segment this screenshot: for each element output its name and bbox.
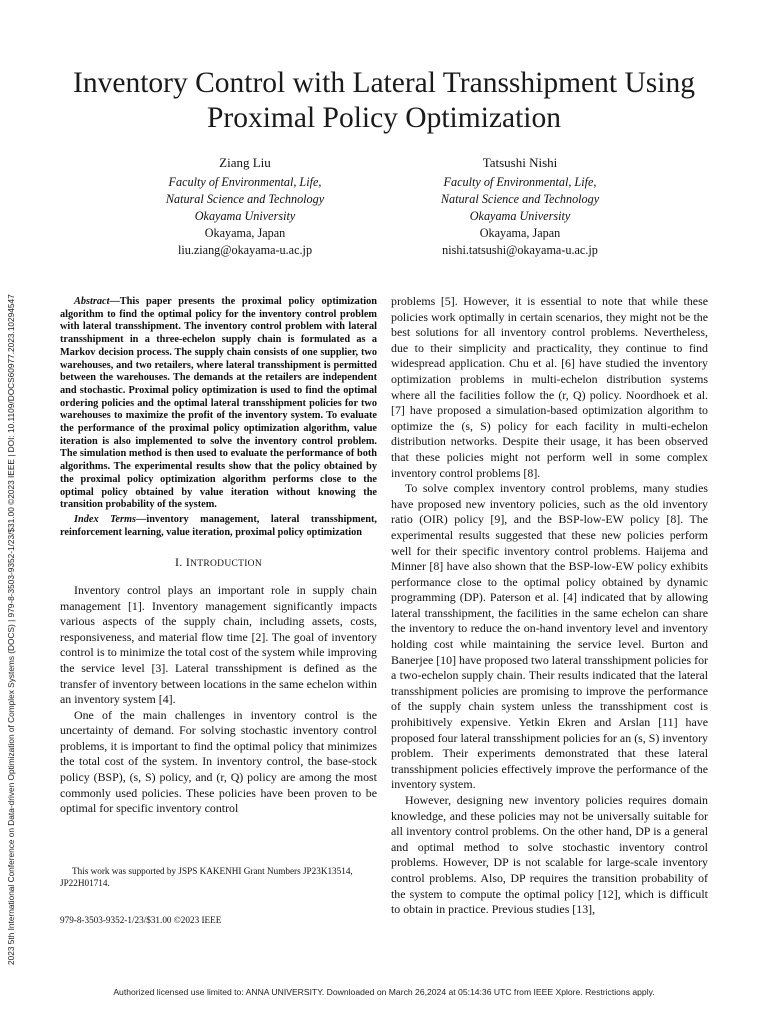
author-email: liu.ziang@okayama-u.ac.jp bbox=[177, 243, 313, 257]
paper-title bbox=[40, 66, 728, 136]
title-line-2: Proximal Policy Optimization bbox=[207, 102, 561, 134]
index-terms-label: Index Terms bbox=[74, 513, 137, 525]
author-affiliation: Okayama University bbox=[469, 209, 571, 223]
abstract-label: Abstract bbox=[74, 296, 110, 307]
author-affiliation: Faculty of Environmental, Life, bbox=[168, 175, 322, 189]
license-footer: Authorized licensed use limited to: ANNA UNIVERSITY. Downloaded on March 26,2024 at 05:14:36 UTC from IEEE Xplore. Restrictions apply. bbox=[113, 987, 655, 997]
author-location: Okayama, Japan bbox=[204, 226, 286, 240]
section-numeral: I. bbox=[175, 555, 183, 570]
author-block-2 bbox=[370, 154, 670, 259]
intro-paragraph-2: One of the main challenges in inventory control is the uncertainty of demand. For solving stochastic inventory control problems, it is important to find the optimal policy that minimizes the total cost of the system. In inventory control, the base-stock policy (BSP), (s, S) policy, and (r, Q) policy are among the most commonly used policies. These policies have been proven to be optimal for specific inventory control bbox=[60, 707, 377, 816]
right-paragraph-2: To solve complex inventory control problems, many studies have proposed new inventory policies, such as the old inventory ratio (OIR) policy [9], and the BSP-low-EW policy [8]. The experimental results suggested that these new policies perform well for their specific inventory control problems. Haijema and Minner [8] have also shown that the BSP-low-EW policy exhibits performance close to the optimal policy obtained by dynamic programming (DP). Paterson et al. [4] indicated that by allowing lateral transshipment, the facilities in the same echelon can share the inventory to reduce the on-hand inventory level and inventory holding cost while maintaining the service level. Burton and Banerjee [10] have proposed two lateral transshipment policies for a two-echelon supply chain. Their results indicated that the lateral transshipment policies are promising to improve the performance of the supply chain system unless the transshipment cost is prohibitively expensive. Yetkin Ekren and Arslan [11] have proposed four lateral transshipment policies for an (s, S) inventory problem. Their experiments demonstrated that these lateral transshipment policies effectively improve the performance of the inventory system. bbox=[391, 481, 708, 792]
index-terms bbox=[60, 514, 377, 539]
author-name: Ziang Liu bbox=[219, 155, 271, 170]
author-affiliation: Natural Science and Technology bbox=[165, 192, 325, 206]
abstract bbox=[60, 296, 377, 512]
author-location: Okayama, Japan bbox=[479, 226, 561, 240]
funding-footnote: This work was supported by JSPS KAKENHI Grant Numbers JP23K13514, JP22H01714. bbox=[60, 866, 353, 888]
author-affiliation: Natural Science and Technology bbox=[440, 192, 600, 206]
right-column bbox=[391, 294, 708, 918]
left-column bbox=[60, 296, 377, 817]
issn-line: 979-8-3503-9352-1/23/$31.00 ©2023 IEEE bbox=[60, 915, 222, 925]
author-email: nishi.tatsushi@okayama-u.ac.jp bbox=[442, 243, 598, 257]
abstract-text: —This paper presents the proximal policy optimization algorithm to find the optimal policy for the inventory control problem with lateral transshipment. The inventory control problem with lateral transshipment in a three-echelon supply chain is formulated as a Markov decision process. The supply chain consists of one supplier, two warehouses, and two retailers, where lateral transshipment is permitted between the warehouses. The demands at the retailers are independent and stochastic. Proximal policy optimization is used to find the optimal ordering policies and the optimal lateral transshipment policies for two warehouses to maximize the profit of the inventory system. To evaluate the performance of the proximal policy optimization algorithm, value iteration is also implemented to solve the inventory control problem. The simulation method is then used to evaluate the performance of both algorithms. The experimental results show that the policy obtained by the proximal policy optimization algorithm performs close to the optimal policy obtained by value iteration without knowing the transition probability of the system. bbox=[60, 296, 377, 511]
author-block-1 bbox=[95, 154, 395, 259]
doi-sidebar: 2023 5th International Conference on Data-driven Optimization of Complex Systems (DOCS) | 979-8-3503-9352-1/23/$31.00 ©2023 IEEE | DOI: 10.1109/DOCS60977.2023.10294547 bbox=[6, 294, 16, 965]
section-heading-introduction bbox=[60, 555, 377, 573]
intro-paragraph-1: Inventory control plays an important role in supply chain management [1]. Inventory management significantly impacts various aspects of the supply chain, including assets, costs, responsiveness, and material flow time [2]. The goal of inventory control is to minimize the total cost of the system while improving the service level [3]. Lateral transshipment is defined as the transfer of inventory between locations in the same echelon within an inventory system [4]. bbox=[60, 582, 377, 707]
section-title-cap: I bbox=[185, 555, 191, 570]
section-title-rest: NTRODUCTION bbox=[190, 559, 262, 570]
right-paragraph-3: However, designing new inventory policies requires domain knowledge, and these policies may not be universally suitable for all inventory control problems. On the other hand, DP is a general and optimal method to solve stochastic inventory control problems. However, DP is not scalable for large-scale inventory control problems. Also, DP requires the transition probability of the system to compute the optimal policy [12], which is difficult to obtain in practice. Previous studies [13], bbox=[391, 793, 708, 917]
author-affiliation: Okayama University bbox=[194, 209, 296, 223]
right-paragraph-1: problems [5]. However, it is essential to note that while these policies work optimally in certain scenarios, they might not be the best solutions for all inventory control problems. Nevertheless, due to their simplicity and practicality, they continue to find widespread application. Chu et al. [6] have studied the inventory optimization problems in multi-echelon distribution systems where all the facilities follow the (r, Q) policy. Noordhoek et al. [7] have proposed a simulation-based optimization algorithm to optimize the (s, S) policy for each facility in multi-echelon distribution networks. Despite their usage, it has been observed that these policies might not perform well in some complex inventory control problems [8]. bbox=[391, 294, 708, 480]
author-affiliation: Faculty of Environmental, Life, bbox=[443, 175, 597, 189]
author-name: Tatsushi Nishi bbox=[482, 155, 558, 170]
title-line-1: Inventory Control with Lateral Transshipment Using bbox=[73, 67, 695, 99]
index-terms-text: —inventory management, lateral transshipment, reinforcement learning, value iteration, proximal policy optimization bbox=[60, 513, 377, 538]
